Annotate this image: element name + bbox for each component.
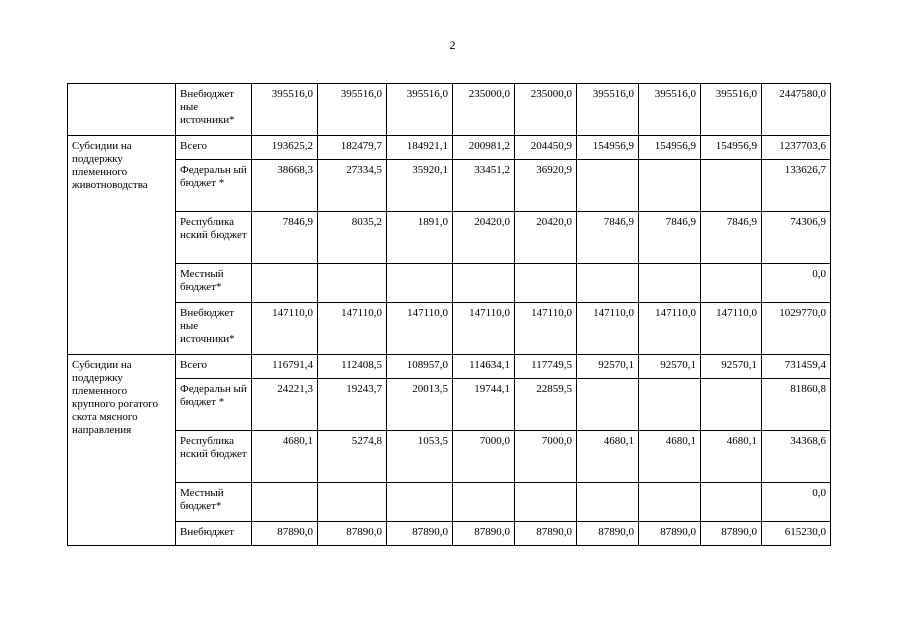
value-cell: 7846,9 <box>577 212 639 264</box>
value-cell <box>515 264 577 303</box>
value-cell: 87890,0 <box>318 522 387 546</box>
value-cell <box>453 483 515 522</box>
page-number: 2 <box>449 38 456 52</box>
value-cell <box>701 264 762 303</box>
table-row <box>68 483 831 522</box>
value-cell: 114634,1 <box>453 355 515 379</box>
value-cell <box>639 160 701 212</box>
value-cell <box>639 379 701 431</box>
table-row <box>68 355 831 379</box>
value-cell: 235000,0 <box>453 84 515 136</box>
budget-table <box>67 83 831 546</box>
value-cell: 33451,2 <box>453 160 515 212</box>
value-cell: 147110,0 <box>252 303 318 355</box>
value-cell: 36920,9 <box>515 160 577 212</box>
value-cell: 116791,4 <box>252 355 318 379</box>
value-cell <box>577 264 639 303</box>
value-cell: 8035,2 <box>318 212 387 264</box>
value-cell: 108957,0 <box>387 355 453 379</box>
value-cell: 20013,5 <box>387 379 453 431</box>
value-cell <box>453 264 515 303</box>
table-row <box>68 379 831 431</box>
value-cell: 5274,8 <box>318 431 387 483</box>
value-cell <box>387 483 453 522</box>
value-cell: 87890,0 <box>252 522 318 546</box>
value-cell <box>639 483 701 522</box>
total-value-cell: 731459,4 <box>762 355 831 379</box>
value-cell: 87890,0 <box>387 522 453 546</box>
value-cell: 7000,0 <box>453 431 515 483</box>
value-cell: 117749,5 <box>515 355 577 379</box>
table-row <box>68 264 831 303</box>
total-value-cell: 2447580,0 <box>762 84 831 136</box>
value-cell: 19744,1 <box>453 379 515 431</box>
table-row <box>68 84 831 136</box>
total-value-cell: 34368,6 <box>762 431 831 483</box>
table-row <box>68 303 831 355</box>
value-cell: 22859,5 <box>515 379 577 431</box>
value-cell <box>387 264 453 303</box>
value-cell: 4680,1 <box>639 431 701 483</box>
value-cell <box>252 483 318 522</box>
value-cell: 112408,5 <box>318 355 387 379</box>
total-value-cell: 615230,0 <box>762 522 831 546</box>
value-cell: 235000,0 <box>515 84 577 136</box>
value-cell: 7846,9 <box>252 212 318 264</box>
value-cell: 395516,0 <box>318 84 387 136</box>
value-cell: 20420,0 <box>515 212 577 264</box>
value-cell: 204450,9 <box>515 136 577 160</box>
funding-source-cell: Местный бюджет* <box>176 264 252 303</box>
value-cell <box>318 483 387 522</box>
funding-source-cell: Республика нский бюджет <box>176 431 252 483</box>
value-cell: 154956,9 <box>639 136 701 160</box>
value-cell: 7846,9 <box>701 212 762 264</box>
value-cell <box>639 264 701 303</box>
table-row <box>68 431 831 483</box>
value-cell <box>701 483 762 522</box>
funding-source-cell: Внебюджет <box>176 522 252 546</box>
value-cell: 92570,1 <box>577 355 639 379</box>
funding-source-cell: Всего <box>176 136 252 160</box>
value-cell <box>252 264 318 303</box>
funding-source-cell: Местный бюджет* <box>176 483 252 522</box>
value-cell: 154956,9 <box>701 136 762 160</box>
table-row <box>68 212 831 264</box>
value-cell: 1891,0 <box>387 212 453 264</box>
value-cell <box>701 160 762 212</box>
value-cell <box>577 483 639 522</box>
value-cell: 27334,5 <box>318 160 387 212</box>
value-cell: 395516,0 <box>252 84 318 136</box>
value-cell: 147110,0 <box>387 303 453 355</box>
value-cell: 193625,2 <box>252 136 318 160</box>
value-cell: 87890,0 <box>515 522 577 546</box>
value-cell: 87890,0 <box>453 522 515 546</box>
value-cell: 147110,0 <box>318 303 387 355</box>
value-cell: 147110,0 <box>701 303 762 355</box>
total-value-cell: 81860,8 <box>762 379 831 431</box>
funding-source-cell: Федеральн ый бюджет * <box>176 160 252 212</box>
funding-source-cell: Внебюджет ные источники* <box>176 84 252 136</box>
value-cell: 92570,1 <box>639 355 701 379</box>
total-value-cell: 74306,9 <box>762 212 831 264</box>
value-cell: 147110,0 <box>453 303 515 355</box>
funding-source-cell: Республика нский бюджет <box>176 212 252 264</box>
value-cell: 19243,7 <box>318 379 387 431</box>
funding-source-cell: Федеральн ый бюджет * <box>176 379 252 431</box>
funding-source-cell: Внебюджет ные источники* <box>176 303 252 355</box>
value-cell: 395516,0 <box>639 84 701 136</box>
value-cell: 395516,0 <box>387 84 453 136</box>
value-cell: 4680,1 <box>701 431 762 483</box>
total-value-cell: 0,0 <box>762 483 831 522</box>
value-cell <box>515 483 577 522</box>
value-cell: 4680,1 <box>252 431 318 483</box>
value-cell: 92570,1 <box>701 355 762 379</box>
value-cell: 182479,7 <box>318 136 387 160</box>
funding-source-cell: Всего <box>176 355 252 379</box>
value-cell: 200981,2 <box>453 136 515 160</box>
table-row <box>68 522 831 546</box>
value-cell: 38668,3 <box>252 160 318 212</box>
value-cell: 7000,0 <box>515 431 577 483</box>
table-row <box>68 136 831 160</box>
value-cell: 147110,0 <box>515 303 577 355</box>
value-cell <box>701 379 762 431</box>
value-cell: 395516,0 <box>701 84 762 136</box>
value-cell: 24221,3 <box>252 379 318 431</box>
value-cell: 87890,0 <box>701 522 762 546</box>
value-cell: 87890,0 <box>577 522 639 546</box>
total-value-cell: 0,0 <box>762 264 831 303</box>
value-cell <box>577 160 639 212</box>
total-value-cell: 133626,7 <box>762 160 831 212</box>
value-cell: 20420,0 <box>453 212 515 264</box>
value-cell: 154956,9 <box>577 136 639 160</box>
value-cell: 1053,5 <box>387 431 453 483</box>
value-cell <box>577 379 639 431</box>
program-name-cell: Субсидии на поддержку племенного крупного рогатого скота мясного направления <box>68 355 176 546</box>
program-name-cell: Субсидии на поддержку племенного животноводства <box>68 136 176 355</box>
value-cell: 184921,1 <box>387 136 453 160</box>
value-cell: 147110,0 <box>577 303 639 355</box>
value-cell: 7846,9 <box>639 212 701 264</box>
value-cell: 87890,0 <box>639 522 701 546</box>
total-value-cell: 1237703,6 <box>762 136 831 160</box>
table-row <box>68 160 831 212</box>
value-cell <box>318 264 387 303</box>
value-cell: 4680,1 <box>577 431 639 483</box>
value-cell: 35920,1 <box>387 160 453 212</box>
value-cell: 395516,0 <box>577 84 639 136</box>
value-cell: 147110,0 <box>639 303 701 355</box>
total-value-cell: 1029770,0 <box>762 303 831 355</box>
program-name-cell <box>68 84 176 136</box>
